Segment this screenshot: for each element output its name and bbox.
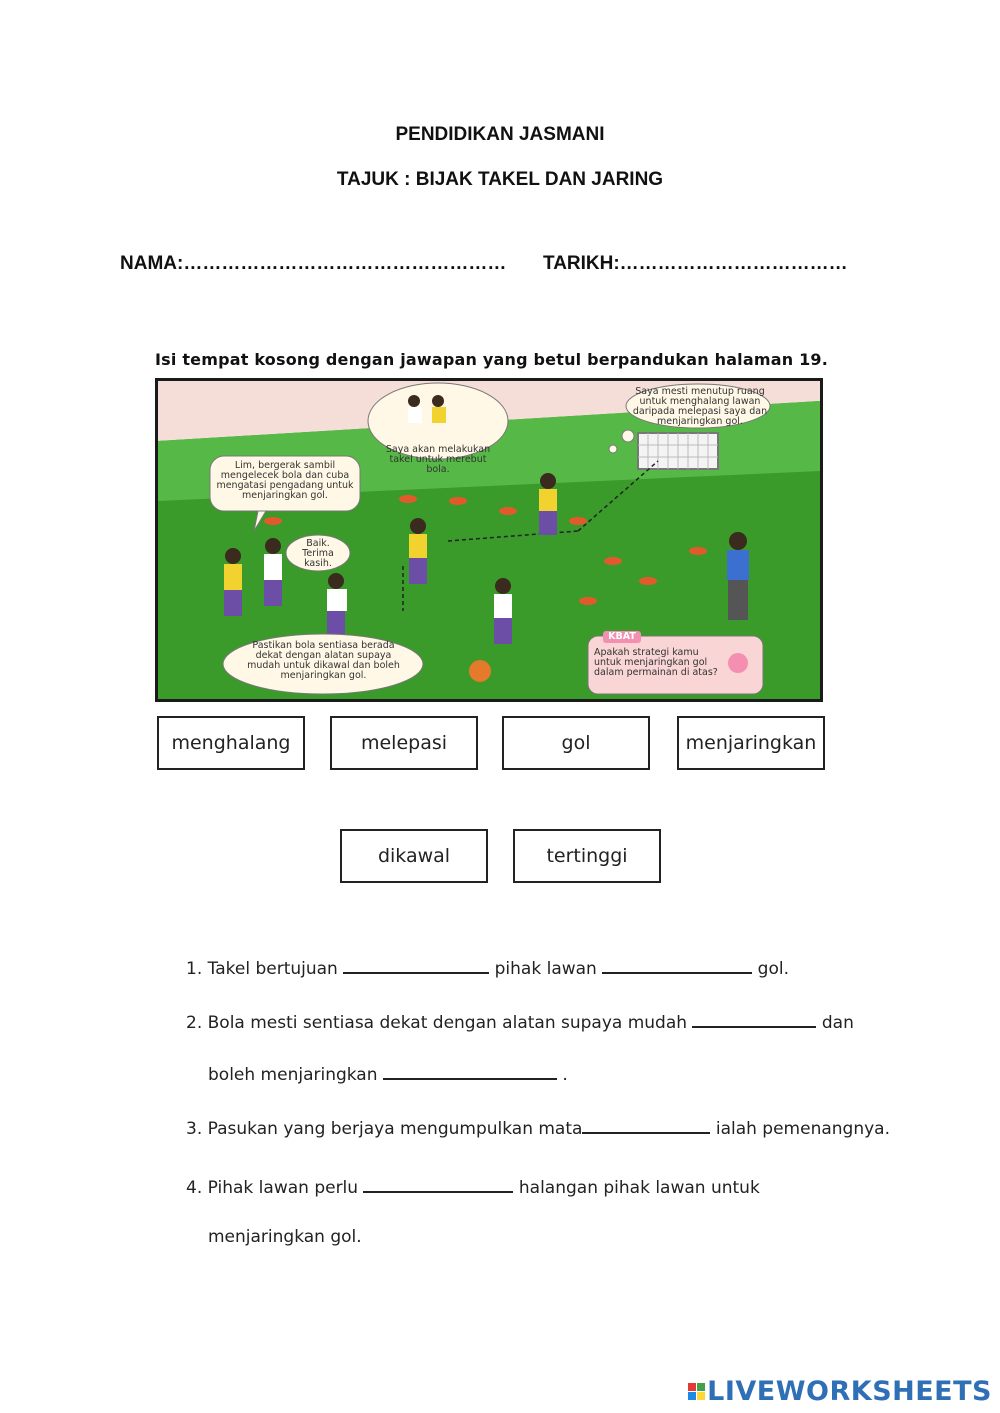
question-3	[186, 1116, 890, 1139]
word-melepasi[interactable]: melepasi	[330, 716, 478, 770]
name-field[interactable]: NAMA:……………………………………………	[120, 253, 507, 274]
answer-blank[interactable]	[363, 1175, 513, 1193]
question-2-cont	[208, 1062, 568, 1085]
topic-title: TAJUK : BIJAK TAKEL DAN JARING	[336, 169, 664, 190]
answer-blank[interactable]	[692, 1010, 816, 1028]
question-text: Takel bertujuan	[207, 959, 338, 979]
question-text: Pasukan yang berjaya mengumpulkan mata	[207, 1119, 583, 1139]
question-number: 4.	[186, 1178, 203, 1198]
question-text: Bola mesti sentiasa dekat dengan alatan supaya mudah	[207, 1013, 688, 1033]
question-4	[186, 1175, 760, 1198]
answer-blank[interactable]	[602, 956, 752, 974]
bubble-lim: Lim, bergerak sambil mengelecek bola dan cuba mengatasi pengadang untuk menjaringkan gol.	[216, 460, 354, 501]
question-number: 3.	[186, 1119, 203, 1139]
hockey-illustration	[155, 378, 823, 702]
question-text: pihak lawan	[494, 959, 597, 979]
question-text: ialah pemenangnya.	[715, 1119, 890, 1139]
question-text: boleh menjaringkan	[208, 1065, 378, 1085]
goal-net-icon	[638, 433, 718, 469]
mascot-icon	[469, 660, 491, 682]
answer-blank[interactable]	[343, 956, 489, 974]
word-tertinggi[interactable]: tertinggi	[513, 829, 661, 883]
question-text: Pihak lawan perlu	[207, 1178, 359, 1198]
lws-badge	[688, 1383, 705, 1400]
question-4-cont: menjaringkan gol.	[208, 1227, 362, 1247]
question-text: halangan pihak lawan untuk	[518, 1178, 760, 1198]
kbat-question: Apakah strategi kamu untuk menjaringkan gol dalam permainan di atas?	[594, 647, 718, 678]
question-text: dan	[821, 1013, 854, 1033]
question-number: 1.	[186, 959, 203, 979]
liveworksheets-logo	[688, 1376, 992, 1407]
instruction-text: Isi tempat kosong dengan jawapan yang betul berpandukan halaman 19.	[155, 350, 829, 369]
date-field[interactable]: TARIKH:………………………………	[543, 253, 848, 274]
logo-text: LIVEWORKSHEETS	[707, 1376, 992, 1407]
word-menjaringkan[interactable]: menjaringkan	[677, 716, 825, 770]
word-gol[interactable]: gol	[502, 716, 650, 770]
question-2	[186, 1010, 854, 1033]
question-1	[186, 956, 789, 979]
subject-title: PENDIDIKAN JASMANI	[395, 124, 605, 145]
brain-icon	[728, 653, 748, 673]
bubble-takel: Saya akan melakukan takel untuk merebut bola.	[385, 444, 491, 475]
word-menghalang[interactable]: menghalang	[157, 716, 305, 770]
kbat-tag: KBAT	[608, 631, 636, 642]
bubble-menutup: Saya mesti menutup ruang untuk menghalang lawan daripada melepasi saya dan menjaringkan gol.	[632, 386, 768, 427]
question-text: .	[562, 1065, 568, 1085]
bubble-terima-kasih: Baik. Terima kasih.	[302, 538, 334, 569]
answer-blank[interactable]	[582, 1116, 710, 1134]
bubble-pastikan: Pastikan bola sentiasa berada dekat dengan alatan supaya mudah untuk dikawal dan boleh menjaringkan gol.	[247, 640, 400, 681]
answer-blank[interactable]	[383, 1062, 557, 1080]
word-dikawal[interactable]: dikawal	[340, 829, 488, 883]
question-number: 2.	[186, 1013, 203, 1033]
question-text: gol.	[757, 959, 789, 979]
